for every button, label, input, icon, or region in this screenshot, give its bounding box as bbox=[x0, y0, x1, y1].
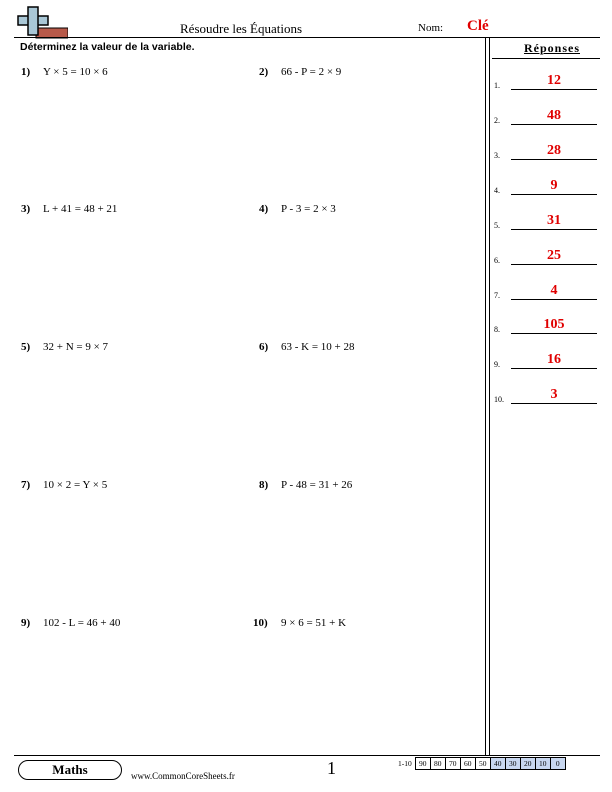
score-label: 1-10 bbox=[398, 759, 412, 768]
column-divider bbox=[489, 37, 490, 755]
problem-5 bbox=[21, 341, 108, 353]
answer-row bbox=[494, 109, 600, 125]
column-divider bbox=[485, 37, 486, 755]
problem-4 bbox=[259, 203, 336, 215]
site-url: www.CommonCoreSheets.fr bbox=[131, 771, 235, 781]
name-label: Nom: bbox=[418, 22, 444, 34]
problem-number: 5) bbox=[21, 341, 31, 353]
problem-6 bbox=[259, 341, 355, 353]
answer-value: 3 bbox=[550, 387, 558, 402]
problem-number: 3) bbox=[21, 203, 31, 215]
score-cell: 30 bbox=[505, 758, 520, 770]
answer-index: 4. bbox=[494, 186, 500, 195]
answer-line bbox=[511, 229, 597, 230]
footer-divider bbox=[14, 755, 600, 756]
problem-equation: 10 × 2 = Y × 5 bbox=[43, 479, 108, 491]
score-table bbox=[396, 757, 566, 770]
problem-equation: P - 48 = 31 + 26 bbox=[281, 479, 353, 491]
answer-line bbox=[511, 159, 597, 160]
header-divider bbox=[14, 37, 600, 38]
problem-number: 7) bbox=[21, 479, 31, 491]
brand-badge: Maths bbox=[18, 760, 122, 780]
problem-7 bbox=[21, 479, 107, 491]
answer-line bbox=[511, 89, 597, 90]
problem-1 bbox=[21, 66, 108, 78]
answer-value: 28 bbox=[547, 143, 561, 158]
answer-row bbox=[494, 318, 600, 334]
problem-equation: 63 - K = 10 + 28 bbox=[281, 341, 355, 353]
score-cell: 0 bbox=[550, 758, 565, 770]
answers-divider bbox=[492, 58, 600, 59]
problem-equation: P - 3 = 2 × 3 bbox=[281, 203, 336, 215]
answer-index: 9. bbox=[494, 360, 500, 369]
answer-row bbox=[494, 388, 600, 404]
problem-equation: Y × 5 = 10 × 6 bbox=[43, 66, 108, 78]
problem-equation: 66 - P = 2 × 9 bbox=[281, 66, 342, 78]
problem-8 bbox=[259, 479, 352, 491]
problem-number: 6) bbox=[259, 341, 269, 353]
answer-value: 105 bbox=[543, 317, 565, 332]
problem-number: 1) bbox=[21, 66, 31, 78]
answer-value: 9 bbox=[550, 178, 558, 193]
problem-3 bbox=[21, 203, 117, 215]
answer-value: 12 bbox=[547, 73, 561, 88]
answer-value: 25 bbox=[547, 248, 561, 263]
answer-index: 7. bbox=[494, 291, 500, 300]
problem-equation: 102 - L = 46 + 40 bbox=[43, 617, 121, 629]
answer-row bbox=[494, 214, 600, 230]
answer-index: 6. bbox=[494, 256, 500, 265]
problem-10 bbox=[253, 617, 346, 629]
problem-number: 8) bbox=[259, 479, 269, 491]
answer-line bbox=[511, 403, 597, 404]
answer-index: 10. bbox=[494, 395, 504, 404]
answer-line bbox=[511, 333, 597, 334]
answer-value: 48 bbox=[547, 108, 561, 123]
score-cell: 20 bbox=[520, 758, 535, 770]
answer-line bbox=[511, 368, 597, 369]
answer-row bbox=[494, 144, 600, 160]
answer-index: 5. bbox=[494, 221, 500, 230]
problem-number: 10) bbox=[253, 617, 268, 629]
page-number: 1 bbox=[327, 758, 336, 778]
score-cell: 50 bbox=[475, 758, 490, 770]
score-cell: 40 bbox=[490, 758, 505, 770]
answer-line bbox=[511, 124, 597, 125]
score-cell: 70 bbox=[445, 758, 460, 770]
problem-number: 2) bbox=[259, 66, 269, 78]
answer-value: 31 bbox=[547, 213, 561, 228]
answers-title: Réponses bbox=[523, 41, 580, 55]
answer-index: 1. bbox=[494, 81, 500, 90]
page-title: Résoudre les Équations bbox=[180, 21, 303, 36]
problem-9 bbox=[21, 617, 120, 629]
answer-index: 2. bbox=[494, 116, 500, 125]
problem-equation: 32 + N = 9 × 7 bbox=[43, 341, 109, 353]
answer-line bbox=[511, 264, 597, 265]
problem-2 bbox=[259, 66, 341, 78]
answer-index: 8. bbox=[494, 325, 500, 334]
answer-line bbox=[511, 194, 597, 195]
answer-row bbox=[494, 353, 600, 369]
problem-equation: 9 × 6 = 51 + K bbox=[281, 617, 347, 629]
answer-row bbox=[494, 179, 600, 195]
answer-row bbox=[494, 249, 600, 265]
answer-row bbox=[494, 74, 600, 90]
name-value: Clé bbox=[467, 18, 489, 34]
problem-equation: L + 41 = 48 + 21 bbox=[43, 203, 118, 215]
score-cell: 10 bbox=[535, 758, 550, 770]
score-cell: 60 bbox=[460, 758, 475, 770]
answer-index: 3. bbox=[494, 151, 500, 160]
answer-value: 4 bbox=[550, 283, 558, 298]
instructions: Déterminez la valeur de la variable. bbox=[20, 41, 195, 53]
problem-number: 9) bbox=[21, 617, 31, 629]
problem-number: 4) bbox=[259, 203, 269, 215]
score-cell: 80 bbox=[430, 758, 445, 770]
answer-line bbox=[511, 299, 597, 300]
answer-row bbox=[494, 284, 600, 300]
answer-value: 16 bbox=[547, 352, 561, 367]
plus-icon bbox=[16, 6, 68, 40]
score-cell: 90 bbox=[415, 758, 430, 770]
